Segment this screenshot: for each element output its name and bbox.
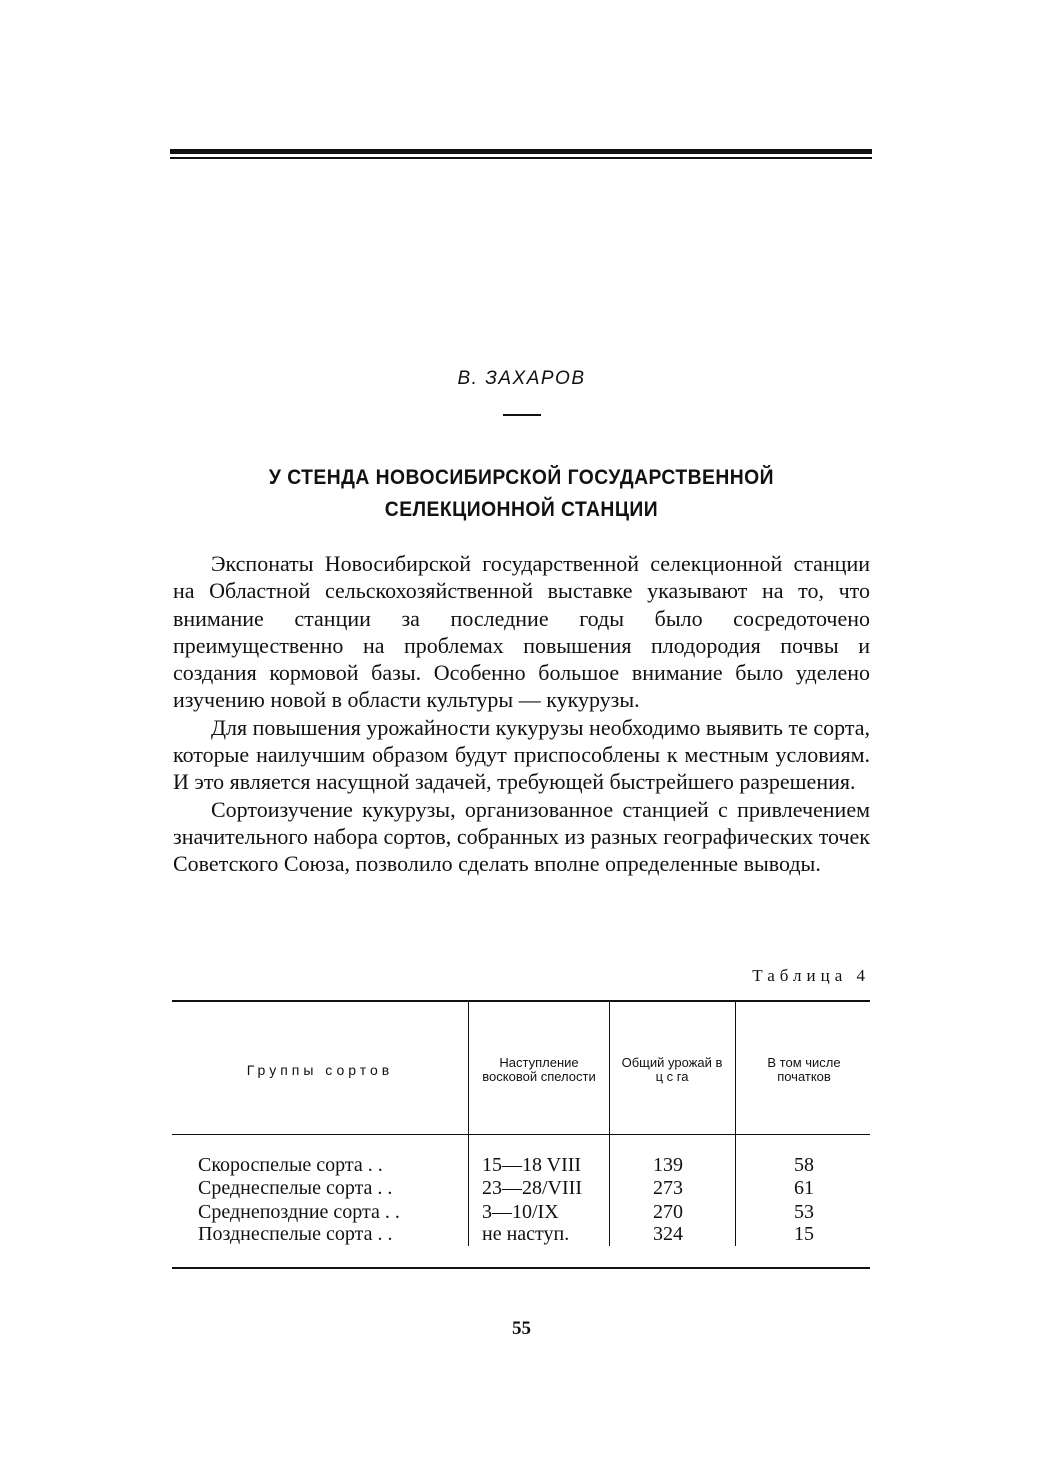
data-table — [172, 1000, 870, 1270]
article-title — [42, 462, 1002, 526]
cell-yield: 273 — [653, 1177, 683, 1199]
title-line-2: СЕЛЕКЦИОННОЙ СТАНЦИИ — [384, 498, 659, 521]
table-top-border — [172, 1000, 870, 1002]
article-body — [173, 550, 870, 878]
table-caption: Таблица 4 — [752, 966, 870, 985]
table-row — [172, 1223, 870, 1246]
cell-cobs: 58 — [794, 1154, 814, 1176]
cell-yield: 139 — [653, 1154, 683, 1176]
cell-group: Позднеспелые сорта . . — [198, 1223, 393, 1245]
paragraph-3: Сортоизучение кукурузы, организованное станцией с привлечением значительного набора сортов, собранных из разных географических точек Советского Союза, позволило сделать вполне определенные выводы. — [173, 796, 870, 877]
table-header-border — [172, 1134, 870, 1135]
cell-cobs: 53 — [794, 1201, 814, 1223]
cell-cobs: 61 — [794, 1177, 814, 1199]
cell-ripeness: 3—10/IX — [482, 1201, 559, 1223]
author-dash — [503, 414, 541, 416]
header-cobs: В том числе початков — [767, 1055, 841, 1084]
table-row — [172, 1201, 870, 1224]
cell-group: Среднеспелые сорта . . — [198, 1177, 393, 1199]
cell-cobs: 15 — [794, 1223, 814, 1245]
top-rule-thin — [170, 157, 872, 159]
header-wax-ripeness: Наступление восковой спелости — [482, 1055, 596, 1084]
cell-group: Скороспелые сорта . . — [198, 1154, 383, 1176]
table-row — [172, 1154, 870, 1177]
page-number: 55 — [512, 1318, 531, 1339]
paragraph-1: Экспонаты Новосибирской государственной селекционной станции на Областной сельскохозяйственной выставке указывают на то, что внимание станции за последние годы было сосредоточено преимущественно на проблемах повышения плодородия почвы и создания кормовой базы. Особенно большое внимание было уделено изучению новой в области культуры — кукурузы. — [173, 551, 870, 713]
cell-group: Среднепоздние сорта . . — [198, 1201, 400, 1223]
cell-ripeness: 15—18 VIII — [482, 1154, 582, 1176]
title-line-1: У СТЕНДА НОВОСИБИРСКОЙ ГОСУДАРСТВЕННОЙ — [268, 466, 774, 489]
header-variety-groups: Группы сортов — [246, 1062, 394, 1078]
cell-ripeness: не наступ. — [482, 1223, 570, 1245]
cell-yield: 324 — [653, 1223, 683, 1245]
cell-yield: 270 — [653, 1201, 683, 1223]
table-bottom-border — [172, 1267, 870, 1269]
author-name: В. ЗАХАРОВ — [457, 368, 586, 389]
header-total-yield: Общий урожай в ц с га — [621, 1055, 723, 1084]
paragraph-2: Для повышения урожайности кукурузы необходимо выявить те сорта, которые наилучшим образом будут приспособлены к местным условиям. И это является насущной задачей, требующей быстрейшего разрешения. — [173, 714, 870, 795]
table-row — [172, 1177, 870, 1200]
top-rule-thick — [170, 149, 872, 154]
cell-ripeness: 23—28/VIII — [482, 1177, 582, 1199]
